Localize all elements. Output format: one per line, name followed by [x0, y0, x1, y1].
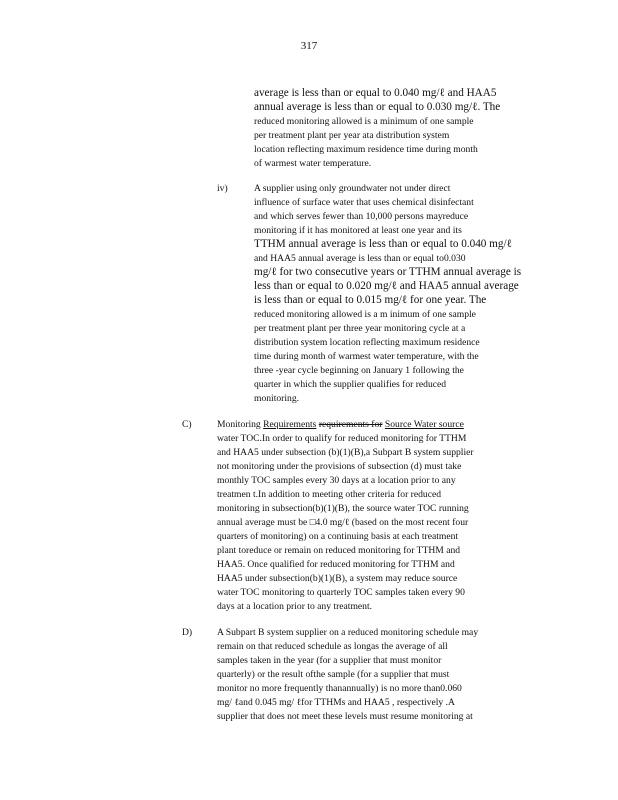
text-line: A Subpart B system supplier on a reduced monitoring schedule may: [217, 627, 479, 638]
page-number: 317: [300, 40, 318, 52]
text-line: not monitoring under the provisions of subsection (d) must take: [217, 461, 462, 472]
text-line: three -year cycle beginning on January 1 following the: [254, 365, 464, 376]
text-line: monitoring.: [254, 393, 300, 404]
text-line: of warmest water temperature.: [254, 158, 372, 169]
text-line: mg/ ℓand 0.045 mg/ ℓfor TTHMs and HAA5 , respectively .A: [217, 697, 455, 708]
text-line: reduced monitoring allowed is a minimum of one sample: [254, 116, 474, 127]
text-line: annual average must be □4.0 mg/ℓ (based on the most recent four: [217, 517, 469, 528]
inserted-text: Requirements: [263, 419, 317, 430]
text-line: water TOC.In order to qualify for reduced monitoring for TTHM: [217, 433, 467, 444]
text-line: [217, 418, 464, 431]
text-line: reduced monitoring allowed is a m inimum of one sample: [254, 309, 476, 320]
text-line: time during month of warmest water temperature, with the: [254, 351, 479, 362]
text-line: location reflecting maximum residence time during month: [254, 144, 478, 155]
item-label: iv): [217, 183, 228, 194]
text-line: quarterly) or the result ofthe sample (for a supplier that must: [217, 669, 450, 680]
item-label: C): [182, 419, 192, 430]
text-run: Monitoring: [217, 419, 264, 430]
text-line: HAA5. Once qualified for reduced monitoring for TTHM and: [217, 559, 455, 570]
text-line: water TOC monitoring to quarterly TOC samples taken every 90: [217, 587, 465, 598]
text-line: per treatment plant per three year monitoring cycle at a: [254, 323, 466, 334]
text-line: quarters of monitoring) on a continuing basis at each treatment: [217, 531, 459, 542]
text-line: less than or equal to 0.020 mg/ℓ and HAA5 annual average: [254, 280, 519, 292]
text-line: treatmen t.In addition to meeting other criteria for reduced: [217, 489, 442, 500]
inserted-text: Source Water source: [384, 419, 464, 430]
text-line: per treatment plant per year ata distribution system: [254, 130, 450, 141]
text-line: samples taken in the year (for a supplier that must monitor: [217, 655, 442, 666]
text-line: plant toreduce or remain on reduced monitoring for TTHM and: [217, 545, 461, 556]
text-line: A supplier using only groundwater not under direct: [254, 183, 451, 194]
text-line: monitor no more frequently thanannually) is no more than0.060: [217, 683, 462, 694]
text-line: supplier that does not meet these levels must resume monitoring at: [217, 711, 473, 722]
text-line: monitoring in subsection(b)(1)(B), the source water TOC running: [217, 503, 469, 514]
text-line: days at a location prior to any treatment.: [217, 601, 373, 612]
text-line: monitoring if it has monitored at least one year and its: [254, 225, 462, 236]
text-line: monthly TOC samples every 30 days at a location prior to any: [217, 475, 456, 486]
text-line: distribution system location reflecting maximum residence: [254, 337, 480, 348]
text-line: TTHM annual average is less than or equal to 0.040 mg/ℓ: [254, 238, 512, 250]
text-line: remain on that reduced schedule as longas the average of all: [217, 641, 448, 652]
text-line: annual average is less than or equal to 0.030 mg/ℓ. The: [254, 101, 501, 113]
text-line: influence of surface water that uses chemical disinfectant: [254, 197, 474, 208]
text-line: quarter in which the supplier qualifies for reduced: [254, 379, 447, 390]
text-line: and which serves fewer than 10,000 persons mayreduce: [254, 211, 469, 222]
text-line: and HAA5 under subsection (b)(1)(B),a Subpart B system supplier: [217, 447, 474, 458]
deleted-text: requirements for: [318, 419, 383, 430]
text-line: HAA5 under subsection(b)(1)(B), a system may reduce source: [217, 573, 458, 584]
item-label: D): [182, 627, 193, 638]
text-line: average is less than or equal to 0.040 mg/ℓ and HAA5: [254, 87, 497, 99]
text-line: is less than or equal to 0.015 mg/ℓ for one year. The: [254, 294, 487, 306]
text-line: mg/ℓ for two consecutive years or TTHM annual average is: [254, 266, 522, 278]
text-line: and HAA5 annual average is less than or equal to0.030: [254, 253, 466, 264]
